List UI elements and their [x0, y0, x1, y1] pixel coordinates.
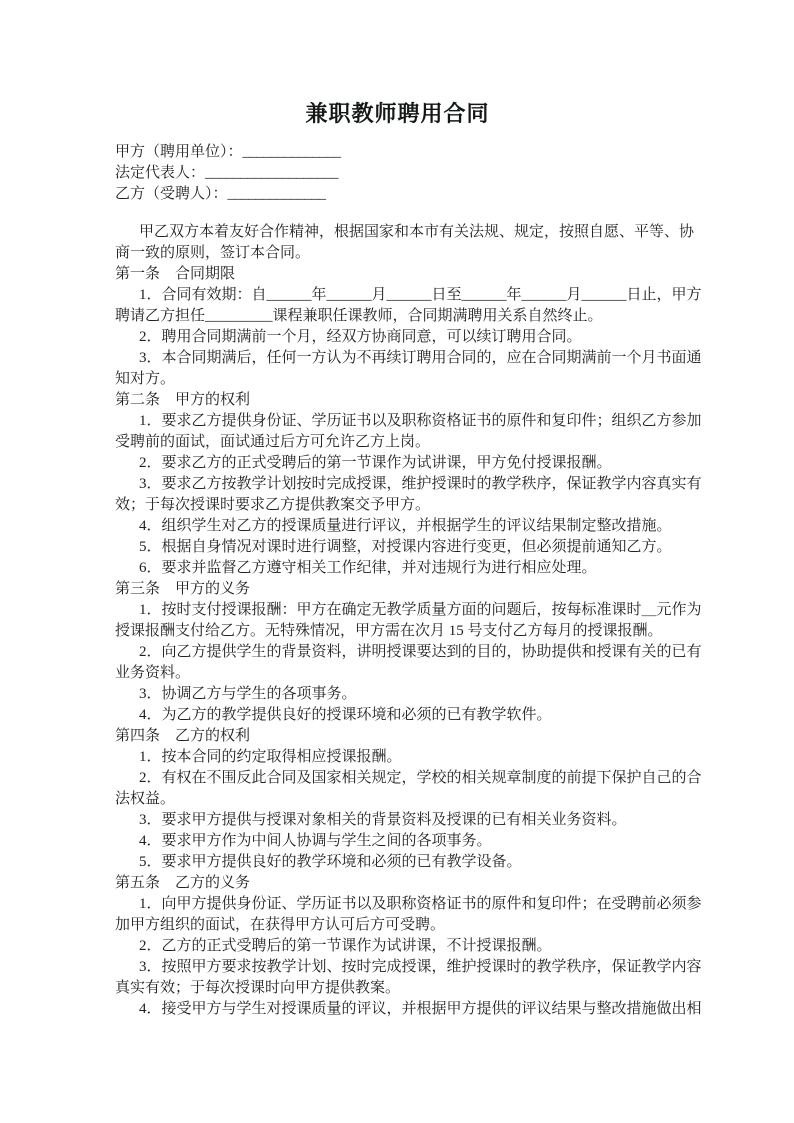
- clause-heading: 第三条 甲方的义务: [115, 581, 251, 597]
- clause-paragraph: 3．协调乙方与学生的各项事务。: [139, 686, 357, 702]
- clause-paragraph: 2．有权在不围反此合同及国家相关规定，学校的相关规章制度的前提下保护自己的合法权益。: [115, 770, 702, 807]
- blank-line: ___________________: [205, 165, 339, 181]
- clause-heading: 第五条 乙方的义务: [115, 875, 251, 891]
- clause-paragraph: 3．要求乙方按教学计划按时完成授课，维护授课时的教学秩序，保证教学内容真实有效；于每次授课时要求乙方提供教案交予甲方。: [115, 476, 702, 513]
- blank-line: ______________: [242, 144, 341, 160]
- blank-line: ______________: [227, 186, 326, 202]
- field-legal-representative-label: 法定代表人：: [115, 165, 206, 181]
- clause-paragraph: 甲乙双方本着友好合作精神，根据国家和本市有关法规、规定，按照自愿、平等、协商一致的原则，签订本合同。: [115, 224, 695, 261]
- clause-heading: 第四条 乙方的权利: [115, 728, 251, 744]
- clause-paragraph: 4．要求甲方作为中间人协调与学生之间的各项事务。: [139, 833, 492, 849]
- clause-paragraph: 2．乙方的正式受聘后的第一节课作为试讲课，不计授课报酬。: [139, 938, 552, 954]
- clause-heading: 第一条 合同期限: [115, 266, 236, 282]
- field-party-a-label: 甲方（聘用单位）：: [115, 144, 243, 160]
- clause-paragraph: 1．向甲方提供身份证、学历证书以及职称资格证书的原件和复印件；在受聘前必须参加甲方组织的面试，在获得甲方认可后方可受聘。: [115, 896, 702, 933]
- clause-paragraph: 1．合同有效期：自______年______月______日至______年______月______日止，甲方聘请乙方担任_________课程兼职任课教师，合同期满聘用关系自然终止。: [115, 287, 702, 324]
- clause-paragraph: 3．要求甲方提供与授课对象相关的背景资料及授课的已有相关业务资料。: [139, 812, 627, 828]
- clause-paragraph: 1．按时支付授课报酬：甲方在确定无教学质量方面的问题后，按每标准课时＿元作为授课报酬支付给乙方。无特殊情况，甲方需在次月 15 号支付乙方每月的授课报酬。: [115, 602, 702, 639]
- clause-paragraph: 5．要求甲方提供良好的教学环境和必须的已有教学设备。: [139, 854, 522, 870]
- field-party-b-label: 乙方（受聘人）：: [115, 186, 228, 202]
- clause-paragraph: 5．根据自身情况对课时进行调整，对授课内容进行变更，但必须提前通知乙方。: [139, 539, 672, 555]
- clause-paragraph: 4．为乙方的教学提供良好的授课环境和必须的已有教学软件。: [139, 707, 552, 723]
- clause-paragraph: 6．要求并监督乙方遵守相关工作纪律，并对违规行为进行相应处理。: [139, 560, 597, 576]
- clause-heading: 第二条 甲方的权利: [115, 392, 251, 408]
- document-title: 兼职教师聘用合同: [305, 101, 490, 126]
- clause-paragraph: 1．要求乙方提供身份证、学历证书以及职称资格证书的原件和复印件；组织乙方参加受聘前的面试，面试通过后方可允许乙方上岗。: [115, 413, 702, 450]
- clause-paragraph: 4．组织学生对乙方的授课质量进行评议，并根据学生的评议结果制定整改措施。: [139, 518, 672, 534]
- clause-paragraph: 2．向乙方提供学生的背景资料，讲明授课要达到的目的，协助提供和授课有关的已有业务资料。: [115, 644, 702, 681]
- clause-paragraph: 3．按照甲方要求按教学计划、按时完成授课，维护授课时的教学秩序，保证教学内容真实有效；于每次授课时向甲方提供教案。: [115, 959, 702, 996]
- clause-paragraph: 2．要求乙方的正式受聘后的第一节课作为试讲课，甲方免付授课报酬。: [139, 455, 612, 471]
- party-fields: [115, 142, 704, 205]
- field-party-b: [115, 184, 704, 205]
- contract-body: [115, 222, 704, 1020]
- field-legal-representative: [115, 163, 704, 184]
- clause-paragraph: 3．本合同期满后，任何一方认为不再续订聘用合同的，应在合同期满前一个月书面通知对方。: [115, 350, 702, 387]
- clause-paragraph: 4．接受甲方与学生对授课质量的评议，并根据甲方提供的评议结果与整改措施做出相: [139, 1001, 702, 1017]
- field-party-a: [115, 142, 704, 163]
- clause-paragraph: 2．聘用合同期满前一个月，经双方协商同意，可以续订聘用合同。: [139, 329, 582, 345]
- clause-paragraph: 1．按本合同的约定取得相应授课报酬。: [139, 749, 402, 765]
